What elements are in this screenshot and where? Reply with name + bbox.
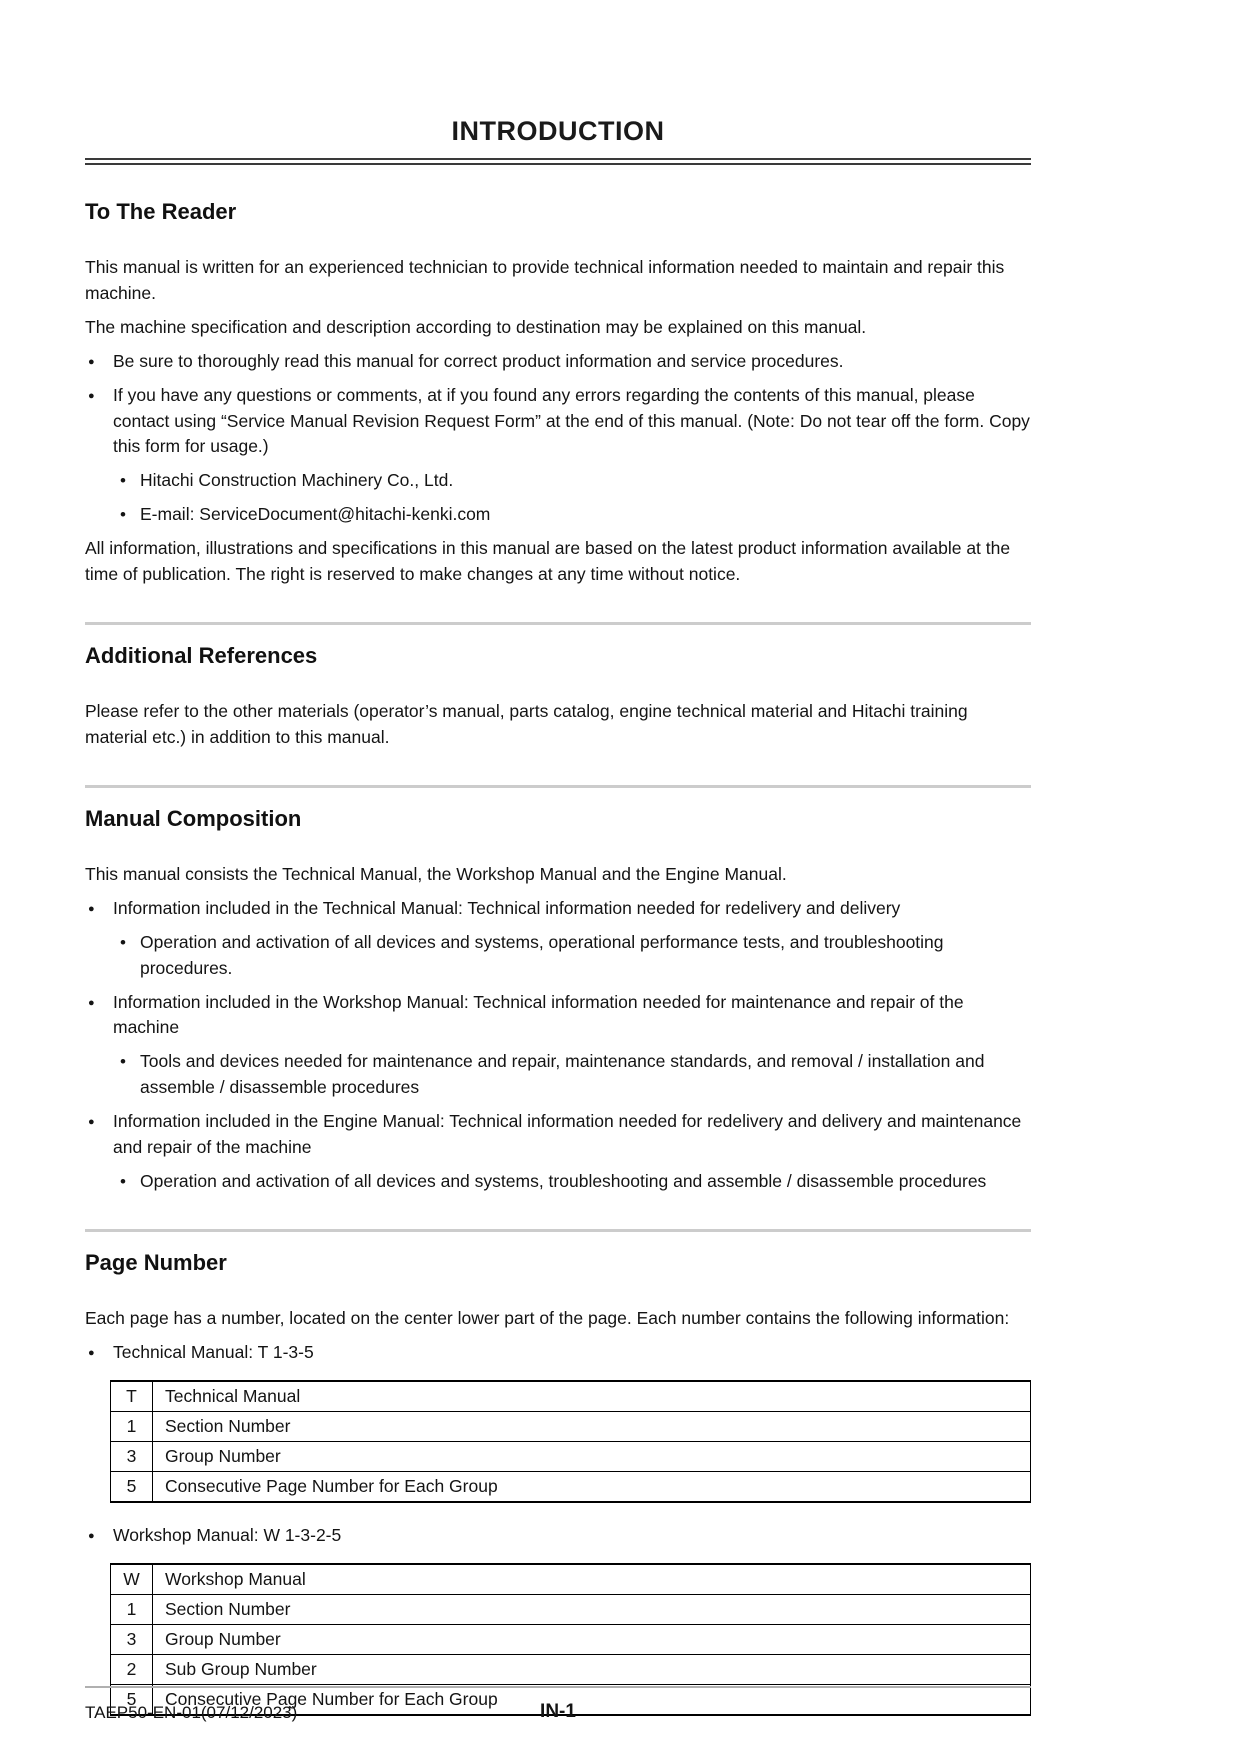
sub-bullet-icon: • — [120, 932, 126, 952]
table-row — [111, 1624, 1031, 1654]
paragraph: The machine specification and description according to destination may be explained on this manual. — [85, 316, 867, 337]
bullet-icon: ● — [88, 389, 95, 402]
table-row — [111, 1411, 1031, 1441]
list-item-text: E-mail: ServiceDocument@hitachi-kenki.com — [140, 504, 491, 525]
sub-list-item — [115, 1049, 1031, 1101]
table-cell-desc: Group Number — [153, 1624, 1031, 1654]
section-additional-references — [85, 622, 1031, 751]
section-heading: To The Reader — [85, 199, 237, 224]
table-cell-key: T — [111, 1381, 153, 1412]
table-cell-key: 2 — [111, 1654, 153, 1684]
list-item — [85, 1523, 1031, 1549]
bullet-icon: ● — [88, 1346, 95, 1359]
table-row — [111, 1381, 1031, 1412]
document-number: TAEP50-EN-01(07/12/2023) — [85, 1703, 298, 1722]
table-cell-desc: Workshop Manual — [153, 1564, 1031, 1595]
list-item — [85, 349, 1031, 375]
bullet-icon: ● — [88, 1529, 95, 1542]
section-divider — [85, 785, 1031, 788]
list-item-text: Workshop Manual: W 1-3-2-5 — [113, 1524, 342, 1545]
table-cell-desc: Consecutive Page Number for Each Group — [153, 1471, 1031, 1502]
table-row — [111, 1594, 1031, 1624]
table-cell-key: 1 — [111, 1594, 153, 1624]
section-heading: Additional References — [85, 643, 318, 669]
section-page-number — [85, 1229, 1031, 1716]
table-cell-key: 1 — [111, 1411, 153, 1441]
section-to-the-reader — [85, 199, 1031, 588]
paragraph: This manual is written for an experienced technician to provide technical information needed to maintain and repair this machine. — [85, 257, 1005, 303]
sub-list-item — [115, 1169, 1031, 1195]
sub-bullet-icon: • — [120, 1052, 126, 1072]
table-row — [111, 1471, 1031, 1502]
list-item-text: Technical Manual: T 1-3-5 — [113, 1341, 314, 1362]
table-row — [111, 1441, 1031, 1471]
table-cell-key: W — [111, 1564, 153, 1595]
table-cell-desc: Section Number — [153, 1411, 1031, 1441]
table-row — [111, 1654, 1031, 1684]
list-item-text: Information included in the Engine Manual: Technical information needed for redelivery and delivery and maintenance and repair of the machine — [113, 1111, 1022, 1158]
bullet-icon: ● — [88, 902, 95, 915]
list-item — [85, 1109, 1031, 1161]
page-number-label: IN-1 — [540, 1701, 576, 1722]
section-divider — [85, 1229, 1031, 1232]
list-item-text: Be sure to thoroughly read this manual for correct product information and service procedures. — [113, 350, 844, 371]
table-cell-desc: Group Number — [153, 1441, 1031, 1471]
list-item-text: If you have any questions or comments, at if you found any errors regarding the contents of this manual, please contact using “Service Manual Revision Request Form” at the end of this manual. (Note: Do not tear off the form. Copy this form for usage.) — [113, 384, 1030, 457]
paragraph: Each page has a number, located on the center lower part of the page. Each number contains the following information: — [85, 1307, 1010, 1328]
sub-list-item — [115, 930, 1031, 982]
list-item-text: Hitachi Construction Machinery Co., Ltd. — [140, 470, 454, 491]
sub-list-item — [115, 468, 1031, 494]
list-item-text: Information included in the Technical Manual: Technical information needed for redelivery and delivery — [113, 897, 901, 918]
list-item — [85, 383, 1031, 461]
table-cell-key: 3 — [111, 1441, 153, 1471]
page-footer — [85, 1686, 1031, 1723]
list-item-text: Operation and activation of all devices and systems, troubleshooting and assemble / disassemble procedures — [140, 1170, 987, 1191]
section-manual-composition — [85, 785, 1031, 1195]
list-item-text: Operation and activation of all devices and systems, operational performance tests, and troubleshooting procedures. — [140, 931, 944, 978]
table-row — [111, 1564, 1031, 1595]
section-divider — [85, 622, 1031, 625]
bullet-icon: ● — [88, 996, 95, 1009]
table-cell-key: 5 — [111, 1471, 153, 1502]
sub-list-item — [115, 502, 1031, 528]
sub-bullet-icon: • — [120, 471, 126, 491]
title-divider — [85, 158, 1031, 165]
table-cell-desc: Sub Group Number — [153, 1654, 1031, 1684]
list-item-text: Tools and devices needed for maintenance and repair, maintenance standards, and removal / installation and assemble / disassemble procedures — [140, 1051, 985, 1098]
table-cell-desc: Consecutive Page Number for Each Group — [153, 1684, 1031, 1715]
page-title: INTRODUCTION — [451, 116, 665, 146]
table-cell-desc: Technical Manual — [153, 1381, 1031, 1412]
list-item — [85, 896, 1031, 922]
section-heading: Manual Composition — [85, 805, 302, 831]
list-item — [85, 1340, 1031, 1366]
paragraph: Please refer to the other materials (operator’s manual, parts catalog, engine technical material and Hitachi training material etc.) in addition to this manual. — [85, 701, 968, 748]
page-content — [85, 116, 1031, 1736]
table-cell-desc: Section Number — [153, 1594, 1031, 1624]
table-cell-key: 5 — [111, 1684, 153, 1715]
bullet-icon: ● — [88, 355, 95, 368]
table-cell-key: 3 — [111, 1624, 153, 1654]
list-item — [85, 990, 1031, 1042]
paragraph: All information, illustrations and specifications in this manual are based on the latest product information available at the time of publication. The right is reserved to make changes at any time without notice. — [85, 538, 1011, 585]
bullet-icon: ● — [88, 1116, 95, 1129]
sub-bullet-icon: • — [120, 505, 126, 525]
section-heading: Page Number — [85, 1249, 227, 1275]
paragraph: This manual consists the Technical Manual, the Workshop Manual and the Engine Manual. — [85, 863, 787, 884]
technical-manual-page-number-table — [110, 1380, 1031, 1503]
sub-bullet-icon: • — [120, 1171, 126, 1191]
list-item-text: Information included in the Workshop Manual: Technical information needed for maintenance and repair of the machine — [113, 991, 964, 1038]
